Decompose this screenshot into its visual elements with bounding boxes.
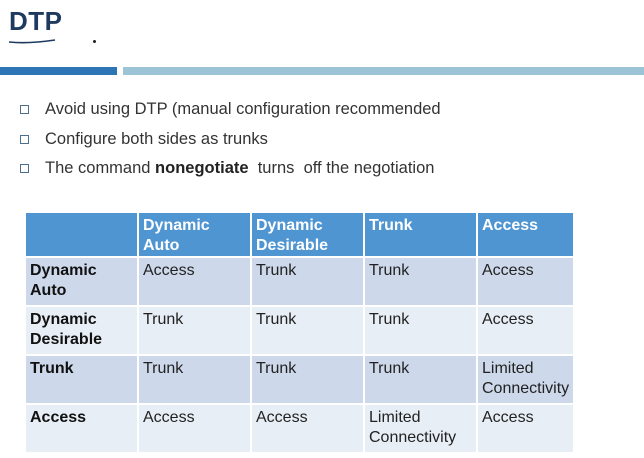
table-header-row xyxy=(25,212,574,257)
table-cell: Limited Connectivity xyxy=(364,404,477,453)
table-cell: Access xyxy=(138,257,251,306)
row-header: Trunk xyxy=(25,355,138,404)
column-header: Access xyxy=(477,212,574,257)
table-cell: Trunk xyxy=(364,257,477,306)
table-cell: Access xyxy=(477,257,574,306)
square-bullet-icon xyxy=(20,105,29,114)
square-bullet-icon xyxy=(20,135,29,144)
dtp-mode-table xyxy=(24,211,575,454)
table-cell: Trunk xyxy=(251,355,364,404)
table-cell: Trunk xyxy=(364,355,477,404)
bullet-text-pre: The command xyxy=(45,159,156,178)
header-accent-bar-dark xyxy=(0,67,117,75)
table-row xyxy=(25,404,574,453)
row-header: Dynamic Desirable xyxy=(25,306,138,355)
table-cell: Access xyxy=(138,404,251,453)
slide-title: DTP xyxy=(9,6,63,36)
bullet-item xyxy=(20,154,441,184)
header-accent-bar-light xyxy=(123,67,644,75)
table-cell: Trunk xyxy=(138,355,251,404)
row-header: Dynamic Auto xyxy=(25,257,138,306)
table-cell: Trunk xyxy=(251,257,364,306)
pointer-dot xyxy=(93,40,96,43)
column-header: Dynamic Desirable xyxy=(251,212,364,257)
table-cell: Trunk xyxy=(364,306,477,355)
bullet-keyword: nonegotiate xyxy=(155,159,249,178)
bullet-item xyxy=(20,95,441,125)
bullet-text-post: turns off the negotiation xyxy=(248,159,435,178)
square-bullet-icon xyxy=(20,164,29,173)
bullet-item xyxy=(20,125,441,155)
row-header: Access xyxy=(25,404,138,453)
bullet-text xyxy=(45,159,434,178)
table-corner-cell xyxy=(25,212,138,257)
table-cell: Access xyxy=(477,306,574,355)
table-row xyxy=(25,306,574,355)
table-cell: Trunk xyxy=(138,306,251,355)
table-cell: Access xyxy=(477,404,574,453)
column-header: Dynamic Auto xyxy=(138,212,251,257)
table-row xyxy=(25,355,574,404)
table-row xyxy=(25,257,574,306)
title-underline-stroke xyxy=(8,38,56,46)
table-cell: Trunk xyxy=(251,306,364,355)
table-cell: Access xyxy=(251,404,364,453)
bullet-list xyxy=(20,95,441,184)
bullet-text: Configure both sides as trunks xyxy=(45,129,268,148)
column-header: Trunk xyxy=(364,212,477,257)
bullet-text: Avoid using DTP (manual configuration recommended xyxy=(45,100,441,119)
table-cell: Limited Connectivity xyxy=(477,355,574,404)
